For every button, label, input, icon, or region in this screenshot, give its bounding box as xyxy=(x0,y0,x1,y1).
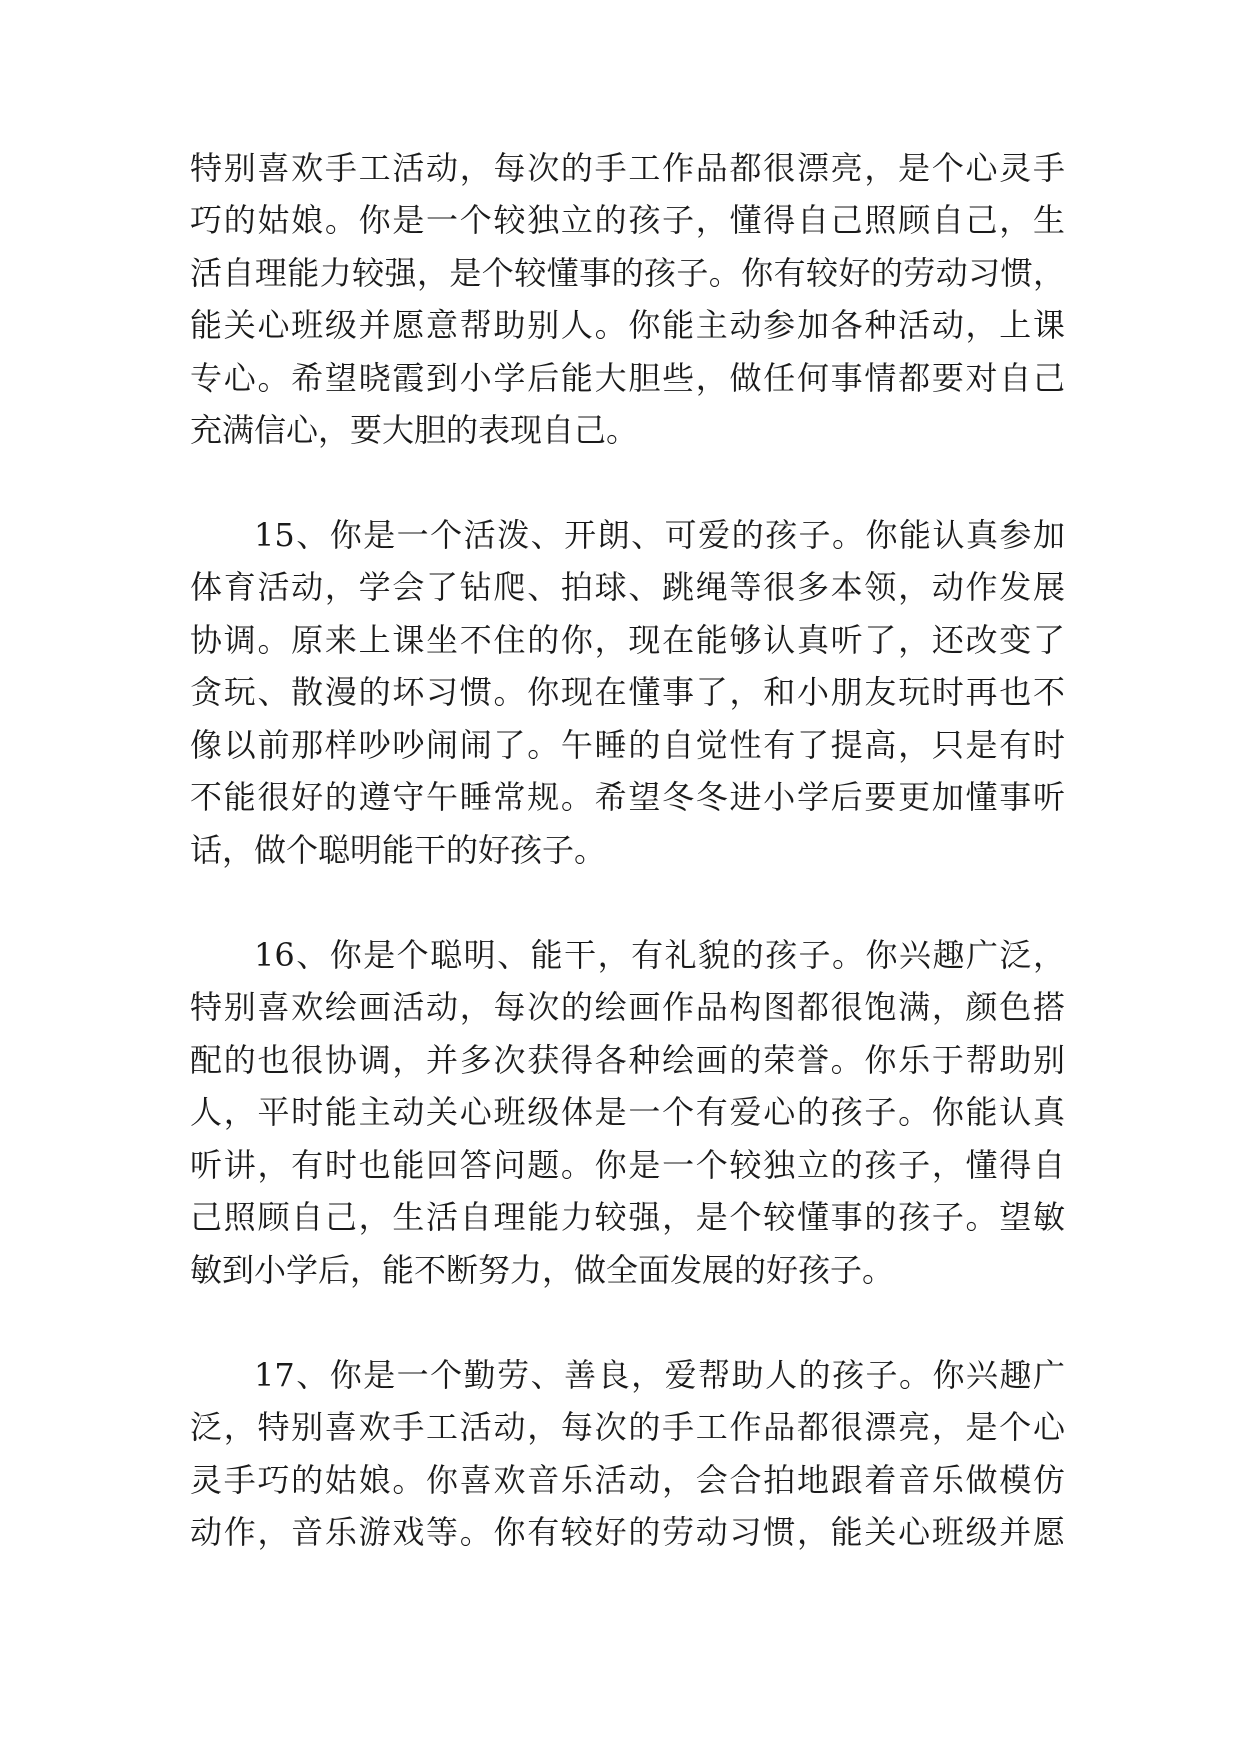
paragraph-17-start: 17、你是一个勤劳、善良，爱帮助人的孩子。你兴趣广 xyxy=(254,1356,1065,1394)
text-line: 灵手巧的姑娘。你喜欢音乐活动，会合拍地跟着音乐做模仿 xyxy=(190,1461,1065,1499)
text-line: 配的也很协调，并多次获得各种绘画的荣誉。你乐于帮助别 xyxy=(190,1041,1065,1079)
text-line: 贪玩、散漫的坏习惯。你现在懂事了，和小朋友玩时再也不 xyxy=(190,673,1065,711)
text-line: 泛，特别喜欢手工活动，每次的手工作品都很漂亮，是个心 xyxy=(190,1408,1065,1446)
text-line: 话，做个聪明能干的好孩子。 xyxy=(190,831,607,869)
text-line: 专心。希望晓霞到小学后能大胆些，做任何事情都要对自己 xyxy=(190,359,1065,397)
text-line: 己照顾自己，生活自理能力较强，是个较懂事的孩子。望敏 xyxy=(190,1198,1065,1236)
text-line: 动作，音乐游戏等。你有较好的劳动习惯，能关心班级并愿 xyxy=(190,1513,1065,1551)
text-line: 巧的姑娘。你是一个较独立的孩子，懂得自己照顾自己，生 xyxy=(190,201,1065,239)
text-line: 特别喜欢绘画活动，每次的绘画作品构图都很饱满，颜色搭 xyxy=(190,988,1065,1026)
text-line: 能关心班级并愿意帮助别人。你能主动参加各种活动，上课 xyxy=(190,306,1065,344)
text-line: 充满信心，要大胆的表现自己。 xyxy=(190,411,639,449)
text-line: 人，平时能主动关心班级体是一个有爱心的孩子。你能认真 xyxy=(190,1093,1065,1131)
paragraph-16-start: 16、你是个聪明、能干，有礼貌的孩子。你兴趣广泛， xyxy=(254,936,1065,974)
text-line: 不能很好的遵守午睡常规。希望冬冬进小学后要更加懂事听 xyxy=(190,778,1065,816)
text-line: 特别喜欢手工活动，每次的手工作品都很漂亮，是个心灵手 xyxy=(190,149,1065,187)
text-line: 敏到小学后，能不断努力，做全面发展的好孩子。 xyxy=(190,1251,895,1289)
text-line: 听讲，有时也能回答问题。你是一个较独立的孩子，懂得自 xyxy=(190,1146,1065,1184)
text-line: 体育活动，学会了钻爬、拍球、跳绳等很多本领，动作发展 xyxy=(190,568,1065,606)
text-line: 协调。原来上课坐不住的你，现在能够认真听了，还改变了 xyxy=(190,621,1065,659)
text-line: 像以前那样吵吵闹闹了。午睡的自觉性有了提高，只是有时 xyxy=(190,726,1065,764)
paragraph-15-start: 15、你是一个活泼、开朗、可爱的孩子。你能认真参加 xyxy=(254,516,1065,554)
text-line: 活自理能力较强，是个较懂事的孩子。你有较好的劳动习惯， xyxy=(190,254,1065,292)
